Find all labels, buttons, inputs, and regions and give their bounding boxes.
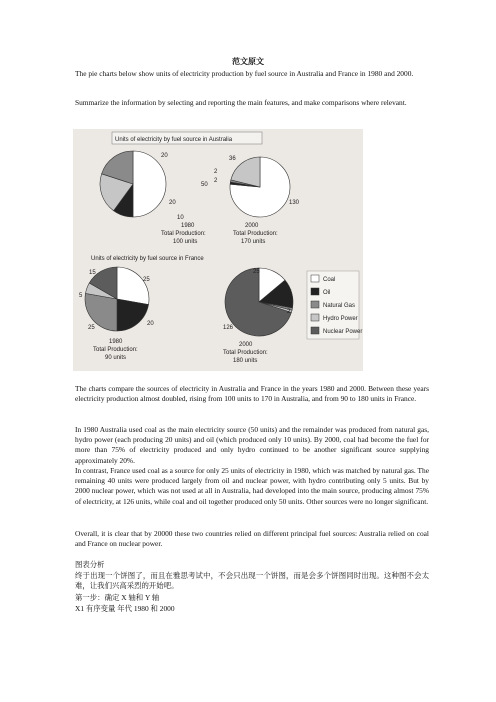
pie-label-a80-oil: 10 xyxy=(177,215,184,221)
pie-australia-1980 xyxy=(100,151,166,217)
pie-charts-svg xyxy=(73,129,363,371)
legend-swatch-nuclear xyxy=(311,327,319,334)
legend-coal: Coal xyxy=(323,277,336,283)
pie-label-a00-hydro: 36 xyxy=(229,156,236,162)
legend-nuclear: Nuclear Power xyxy=(323,329,363,335)
pie-total-a00: 170 units xyxy=(241,239,266,245)
pie-label-f80-oil: 20 xyxy=(147,321,154,327)
pie-label-a80-hydro: 20 xyxy=(169,200,176,206)
pie-label-f00-coal: 25 xyxy=(253,269,260,275)
pie-charts-figure xyxy=(73,129,363,371)
pie-label-f80-hydro: 5 xyxy=(79,293,83,299)
essay-paragraph-4: Overall, it is clear that by 20000 these two countries relied on different principal fuel sources: Australia relied on coal and France on nuclear power. xyxy=(75,529,429,549)
analysis-step-1: 第一步：确定 X 轴和 Y 轴 xyxy=(75,593,160,602)
page-title: 范文原文 xyxy=(232,57,264,66)
pie-label-a80-gas: 20 xyxy=(161,153,168,159)
legend-hydro: Hydro Power xyxy=(323,316,358,322)
pie-label-a00-coal: 130 xyxy=(289,200,300,206)
pie-label-a80-coal: 50 xyxy=(201,182,208,188)
australia-heading: Units of electricity by fuel source in Australia xyxy=(115,137,233,143)
pie-total-a80: 100 units xyxy=(173,239,198,245)
pie-label-f00-oil: 25 xyxy=(285,290,292,296)
pie-label-f80-coal: 25 xyxy=(143,277,150,283)
pie-slice-coal xyxy=(133,151,166,217)
essay-paragraph-2: In 1980 Australia used coal as the main electricity source (50 units) and the remainder was produced from natural gas, hydro power (each producing 20 units) and oil (which produced only 10 units). By 2000, coal had become the fuel for more than 75% of electricity produced and only hydro continued to be another significant source supplying approximately 20%. xyxy=(75,425,429,465)
france-heading: Units of electricity by fuel source in France xyxy=(91,256,204,262)
pie-label-f00-hydro: 2 xyxy=(287,309,291,315)
analysis-heading: 图表分析 xyxy=(75,560,105,569)
pie-label-a00-oil: 2 xyxy=(214,178,218,184)
pie-slice-oil xyxy=(117,299,149,331)
essay-paragraph-3: In contrast, France used coal as a source for only 25 units of electricity in 1980, which was matched by natural gas. The remaining 40 units were produced largely from oil and nuclear power, with hydro contributing only 5 units. But by 2000 nuclear power, which was not used at all in Australia, had developed into the main source, producing almost 75% of electricity, at 126 units, while coal and oil together produced only 50 units. Other sources were no longer significant. xyxy=(75,466,429,506)
analysis-intro: 终于出现一个饼图了，而且在雅思考试中，不会只出现一个饼图，而是会多个饼图同时出现。这种图不会太难，让我们兴高采烈的开始吧。 xyxy=(75,571,429,591)
legend-swatch-gas xyxy=(311,301,319,308)
legend-swatch-oil xyxy=(311,288,319,295)
pie-total-f80: 90 units xyxy=(105,355,127,361)
pie-total-label-f00: Total Production: xyxy=(223,350,268,356)
analysis-x-axis: X1 有序变量 年代 1980 和 2000 xyxy=(75,604,175,613)
pie-australia-2000 xyxy=(230,157,290,217)
pie-label-a00-gas: 2 xyxy=(214,169,218,175)
legend-swatch-coal xyxy=(311,275,319,282)
pie-year-a00: 2000 xyxy=(245,223,259,229)
pie-slice-coal xyxy=(117,267,149,305)
pie-label-f00-nuclear: 126 xyxy=(223,325,234,331)
pie-total-label-a80: Total Production: xyxy=(161,231,206,237)
pie-label-f00-gas: 2 xyxy=(287,301,291,307)
pie-total-f00: 180 units xyxy=(233,358,258,364)
essay-paragraph-1: The charts compare the sources of electricity in Australia and France in the years 1980 and 2000. Between these years electricity production almost doubled, rising from 100 units to 170 in Australia, and from 90 to 180 units in France. xyxy=(75,384,429,404)
pie-year-f00: 2000 xyxy=(239,342,253,348)
chart-legend xyxy=(307,271,362,339)
pie-total-label-a00: Total Production: xyxy=(233,231,278,237)
prompt-paragraph: The pie charts below show units of electricity production by fuel source in Australia and France in 1980 and 2000. xyxy=(75,69,414,78)
legend-swatch-hydro xyxy=(311,314,319,321)
pie-year-f80: 1980 xyxy=(109,339,123,345)
pie-label-f80-gas: 25 xyxy=(88,325,95,331)
pie-label-f80-nuclear: 15 xyxy=(89,270,96,276)
legend-oil: Oil xyxy=(323,290,331,296)
prompt-instruction: Summarize the information by selecting and reporting the main features, and make comparisons where relevant. xyxy=(75,98,407,107)
pie-year-a80: 1980 xyxy=(181,223,195,229)
pie-france-1980 xyxy=(85,267,149,331)
pie-total-label-f80: Total Production: xyxy=(93,347,138,353)
pie-france-2000 xyxy=(225,268,293,336)
legend-gas: Natural Gas xyxy=(323,303,356,309)
